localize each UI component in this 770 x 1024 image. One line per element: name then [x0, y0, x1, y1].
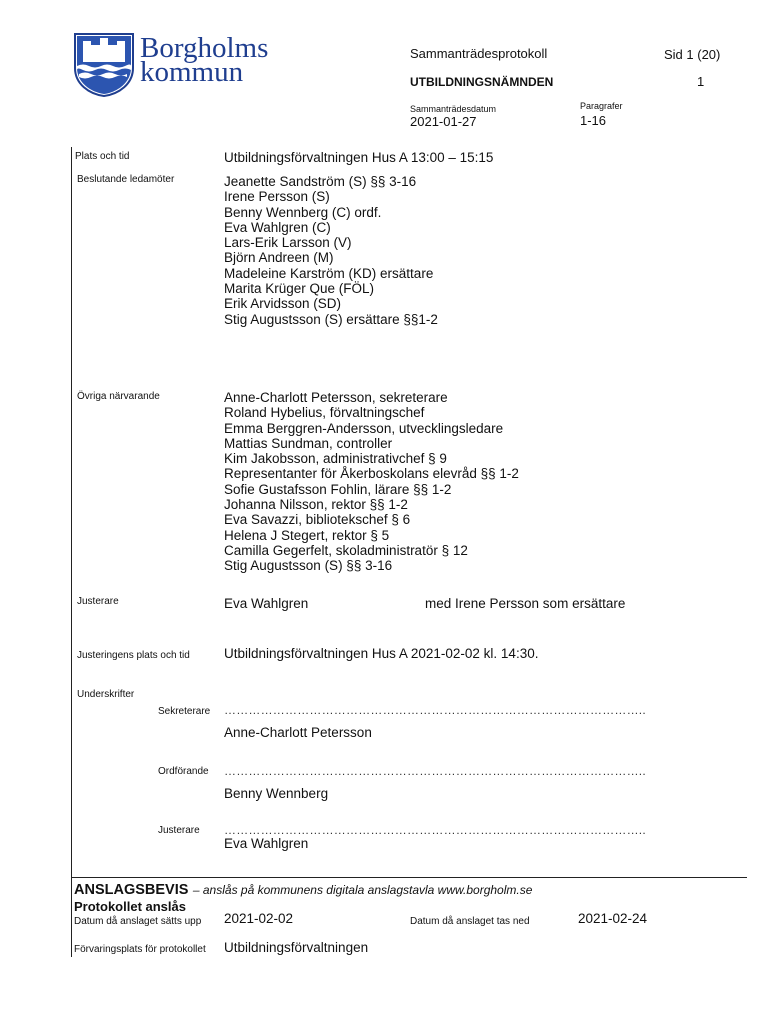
- meeting-date-label: Sammanträdesdatum: [410, 104, 497, 114]
- doc-type: Sammanträdesprotokoll: [410, 46, 548, 61]
- others-label: Övriga närvarande: [77, 391, 160, 402]
- adjust-place-value: Utbildningsförvaltningen Hus A 2021-02-02 kl. 14:30.: [224, 646, 539, 661]
- list-item: Benny Wennberg (C) ordf.: [224, 204, 382, 220]
- notice-heading: Protokollet anslås: [74, 899, 186, 914]
- list-item: Representanter för Åkerboskolans elevråd §§ 1-2: [224, 466, 519, 482]
- list-item: Björn Andreen (M): [224, 250, 334, 266]
- adjuster-signature-line: …………………………………………………………………………………………..: [224, 823, 646, 837]
- org-name-line1: Borgholms: [140, 32, 269, 64]
- list-item: Stig Augustsson (S) ersättare §§1-2: [224, 311, 438, 327]
- list-item: Helena J Stegert, rektor § 5: [224, 527, 390, 543]
- org-name-line2: kommun: [140, 56, 244, 88]
- list-item: Sofie Gustafsson Fohlin, lärare §§ 1-2: [224, 481, 452, 497]
- adjuster-label: Justerare: [77, 596, 119, 607]
- notice-header: [74, 881, 532, 899]
- list-item: Eva Wahlgren (C): [224, 219, 331, 235]
- notice-separator-rule: [71, 877, 747, 878]
- list-item: Emma Berggren-Andersson, utvecklingsledare: [224, 420, 504, 436]
- list-item: Eva Savazzi, bibliotekschef § 6: [224, 512, 411, 528]
- notice-subtitle: – anslås på kommunens digitala anslagstavla www.borgholm.se: [192, 883, 533, 897]
- others-list: [224, 390, 519, 574]
- list-item: Marita Krüger Que (FÖL): [224, 281, 375, 297]
- page-number: 1: [697, 74, 705, 89]
- members-list: [224, 174, 438, 327]
- secretary-signature-line: …………………………………………………………………………………………..: [224, 703, 646, 717]
- meeting-date: 2021-01-27: [410, 114, 477, 129]
- adjuster-name: Eva Wahlgren: [224, 836, 309, 851]
- chair-label: Ordförande: [158, 766, 209, 777]
- list-item: Camilla Gegerfelt, skoladministratör § 12: [224, 542, 468, 558]
- list-item: Madeleine Karström (KD) ersättare: [224, 265, 434, 281]
- adjuster-sign-label: Justerare: [158, 825, 200, 836]
- notice-title: ANSLAGSBEVIS: [74, 882, 189, 898]
- chair-signature-line: …………………………………………………………………………………………..: [224, 764, 646, 778]
- secretary-label: Sekreterare: [158, 706, 211, 717]
- municipality-crest-icon: [73, 32, 135, 98]
- list-item: Kim Jakobsson, administrativchef § 9: [224, 451, 447, 467]
- list-item: Irene Persson (S): [224, 189, 330, 205]
- storage-value: Utbildningsförvaltningen: [224, 940, 369, 955]
- list-item: Roland Hybelius, förvaltningschef: [224, 405, 425, 421]
- list-item: Erik Arvidsson (SD): [224, 296, 342, 312]
- list-item: Jeanette Sandström (S) §§ 3-16: [224, 174, 417, 189]
- adjust-place-label: Justeringens plats och tid: [77, 650, 190, 661]
- list-item: Lars-Erik Larsson (V): [224, 235, 352, 251]
- adjuster-value: Eva Wahlgren: [224, 596, 309, 611]
- left-margin-rule: [71, 147, 72, 957]
- posted-date: 2021-02-02: [224, 911, 294, 926]
- removed-date-label: Datum då anslaget tas ned: [410, 916, 530, 927]
- secretary-name: Anne-Charlott Petersson: [224, 725, 372, 740]
- list-item: Johanna Nilsson, rektor §§ 1-2: [224, 497, 408, 513]
- list-item: Mattias Sundman, controller: [224, 435, 393, 451]
- adjuster-substitute: med Irene Persson som ersättare: [425, 596, 626, 611]
- posted-date-label: Datum då anslaget sätts upp: [74, 916, 202, 927]
- members-label: Beslutande ledamöter: [77, 174, 175, 185]
- list-item: Anne-Charlott Petersson, sekreterare: [224, 390, 448, 405]
- chair-name: Benny Wennberg: [224, 786, 329, 801]
- paragraphs-range: 1-16: [580, 113, 607, 128]
- paragraphs-label: Paragrafer: [580, 101, 623, 111]
- list-item: Stig Augustsson (S) §§ 3-16: [224, 558, 393, 574]
- place-label: Plats och tid: [75, 151, 130, 162]
- removed-date: 2021-02-24: [578, 911, 648, 926]
- committee-name: UTBILDNINGSNÄMNDEN: [410, 75, 554, 89]
- signatures-label: Underskrifter: [77, 689, 135, 700]
- place-value: Utbildningsförvaltningen Hus A 13:00 – 15:15: [224, 150, 494, 165]
- storage-label: Förvaringsplats för protokollet: [74, 944, 206, 955]
- page-count: Sid 1 (20): [664, 47, 721, 62]
